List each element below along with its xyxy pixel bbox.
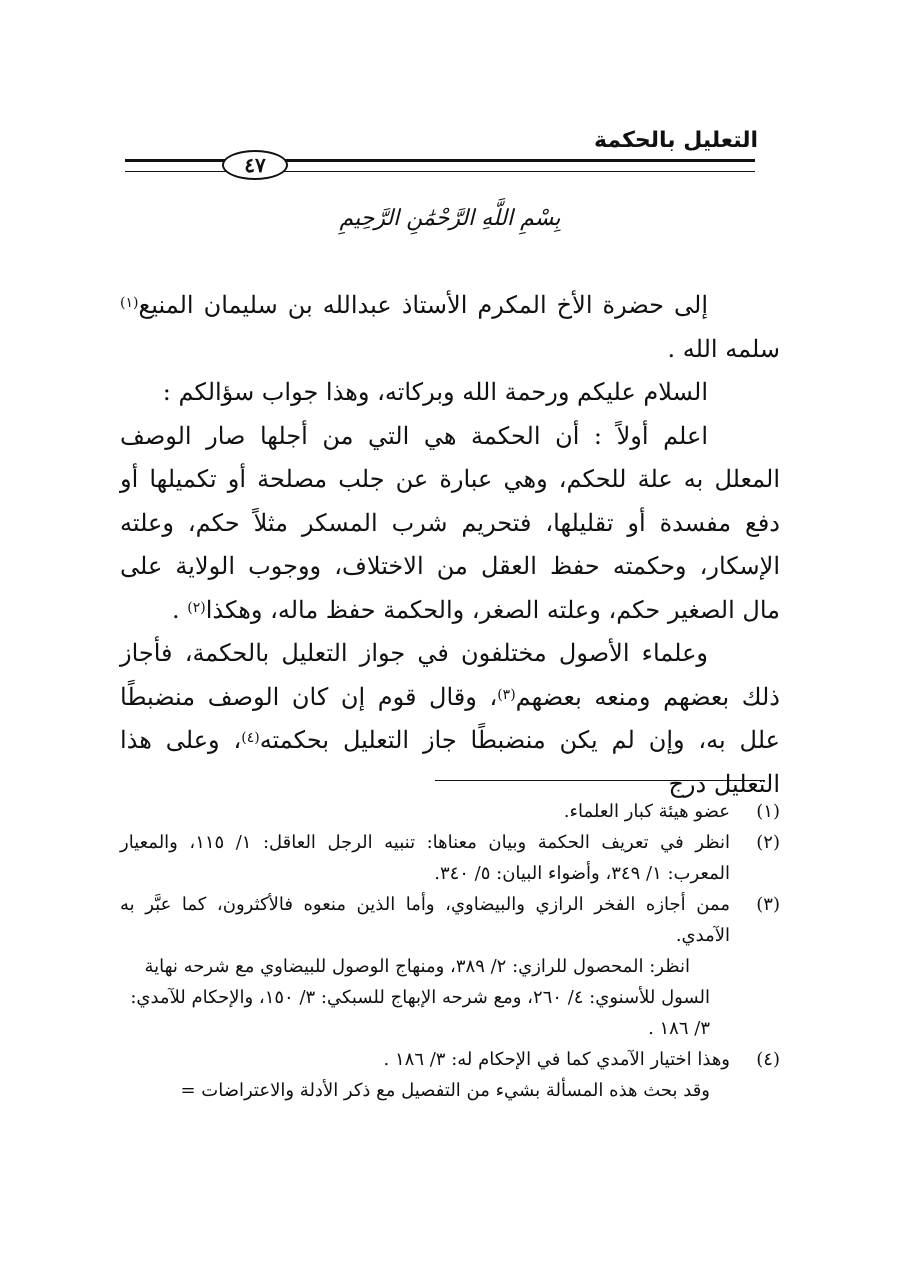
footnote-4-continuation: وقد بحث هذه المسألة بشيء من التفصيل مع ذكر الأدلة والاعتراضات = <box>180 1080 710 1101</box>
footnote-3 <box>120 889 780 951</box>
footnote-1 <box>120 796 780 827</box>
footnote-2 <box>120 827 780 889</box>
footnote-text: انظر في تعريف الحكمة وبيان معناها: تنبيه الرجل العاقل: ١/ ١١٥، والمعيار المعرب: ١/ ٣٤٩، وأضواء البيان: ٥/ ٣٤٠. <box>120 832 730 884</box>
paragraph-greeting: السلام عليكم ورحمة الله وبركاته، وهذا جواب سؤالكم : <box>162 378 708 406</box>
footnote-marker-1: (١) <box>120 295 139 311</box>
scholars-text-c: ، وعلى هذا التعليل درج <box>120 726 780 798</box>
footnote-text: عضو هيئة كبار العلماء. <box>563 801 730 822</box>
footnote-text: ممن أجازه الفخر الرازي والبيضاوي، وأما الذين منعوه فالأكثرون، كما عبَّر به الآمدي. <box>120 894 730 946</box>
paragraph-salutation <box>120 284 780 371</box>
footnote-marker-3: (٣) <box>497 686 516 703</box>
scholars-text-b: ، وقال قوم إن كان الوصف منضبطًا علل به، وإن لم يكن منضبطًا جاز التعليل بحكمته <box>120 682 780 754</box>
footnote-4 <box>120 1044 780 1075</box>
page-number: ٤٧ <box>222 150 288 180</box>
salutation-text: إلى حضرة الأخ المكرم الأستاذ عبدالله بن سليمان المنيع <box>138 291 708 319</box>
paragraph-definition <box>120 415 780 633</box>
footnote-text: وهذا اختيار الآمدي كما في الإحكام له: ٣/ ١٨٦ . <box>383 1049 730 1070</box>
footnote-marker-4: (٤) <box>241 730 260 746</box>
basmala: بِسْمِ اللَّهِ الرَّحْمَٰنِ الرَّحِيمِ <box>339 206 561 231</box>
footnote-3-continuation: انظر: المحصول للرازي: ٢/ ٣٨٩، ومنهاج الوصول للبيضاوي مع شرحه نهاية السول للأسنوي: ٤/ ٢٦٠، ومع شرحه الإبهاج للسبكي: ٣/ ١٥٠، والإحكام للآمدي: ٣/ ١٨٦ . <box>130 956 710 1039</box>
footnote-marker-2: (٢) <box>187 599 206 616</box>
definition-text: اعلم أولاً : أن الحكمة هي التي من أجلها صار الوصف المعلل به علة للحكم، وهي عبارة عن جلب مصلحة أو تكميلها أو دفع مفسدة أو تقليلها، فتحريم شرب المسكر مثلاً حكم، وعلته الإسكار، وحكمته حفظ العقل من الاختلاف، ووجوب الولاية على مال الصغير حكم، وعلته الصغر، والحكمة حفظ ماله، وهكذا <box>120 421 780 624</box>
definition-tail: . <box>171 595 188 624</box>
header-rule <box>125 150 755 176</box>
salutation-tail: سلمه الله . <box>667 334 780 363</box>
footnotes <box>120 796 780 1106</box>
running-title: التعليل بالحكمة <box>594 128 758 153</box>
footnote-number: (٤) <box>756 1049 780 1070</box>
scholars-text-a: وعلماء الأصول مختلفون في جواز التعليل بالحكمة، فأجاز ذلك بعضهم ومنعه بعضهم <box>120 639 780 711</box>
footnote-number: (٢) <box>756 832 780 853</box>
footnote-number: (٣) <box>756 894 780 915</box>
main-text <box>120 284 780 806</box>
footnote-number: (١) <box>756 801 780 822</box>
double-rule-line <box>125 159 755 172</box>
footnote-separator <box>435 780 765 781</box>
